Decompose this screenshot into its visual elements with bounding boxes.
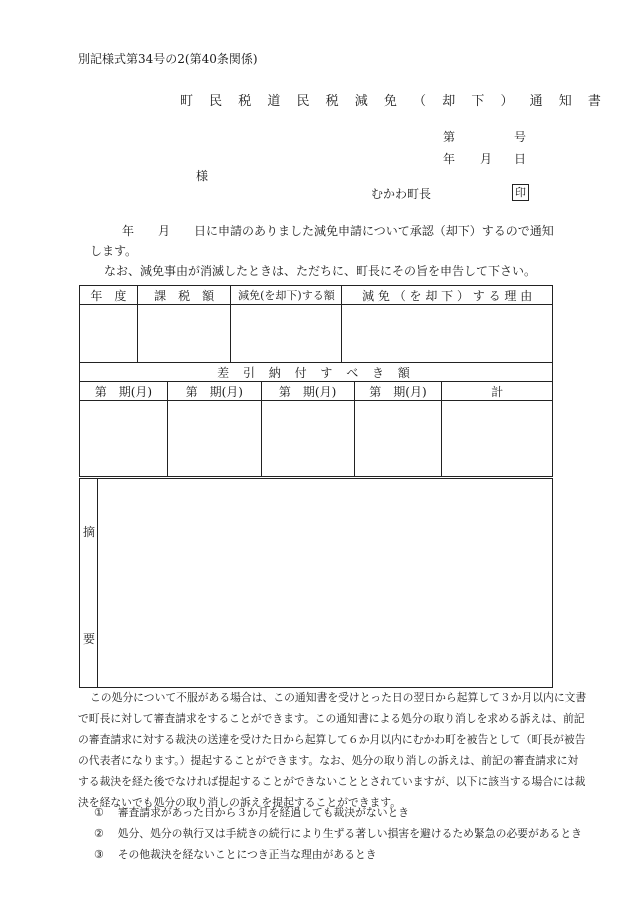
header-period-2: 第 期(月) bbox=[167, 382, 261, 401]
header-period-1: 第 期(月) bbox=[80, 382, 168, 401]
appeal-notice bbox=[78, 687, 586, 813]
item-mark: ③ bbox=[94, 848, 104, 861]
notice-line: する裁決を経た後でなければ提起することができないこととされていますが、以下に該当する場合には裁 bbox=[78, 775, 586, 788]
header-period-3: 第 期(月) bbox=[261, 382, 354, 401]
addressee-sama: 様 bbox=[196, 169, 209, 183]
cell-period-4[interactable] bbox=[354, 401, 442, 477]
cell-period-2[interactable] bbox=[167, 401, 261, 477]
notice-line: この処分について不服がある場合は、この通知書を受けとった日の翌日から起算して３か月以内に文書 bbox=[90, 691, 587, 704]
header-tax-amount: 課 税 額 bbox=[137, 286, 231, 305]
header-reduction-reason: 減 免 （ を 却 下 ） す る 理 由 bbox=[342, 286, 553, 305]
remarks-label-top: 摘 bbox=[83, 525, 96, 539]
header-fiscal-year: 年 度 bbox=[80, 286, 138, 305]
remarks-label bbox=[80, 479, 98, 688]
header-period-4: 第 期(月) bbox=[354, 382, 442, 401]
form-reference: 別記様式第34号の2(第40条関係) bbox=[78, 52, 258, 66]
header-reduction-amount: 減免(を却下)する額 bbox=[231, 286, 342, 305]
date-month: 月 bbox=[480, 152, 493, 166]
remarks-label-bottom: 要 bbox=[83, 632, 96, 646]
notice-line: の審査請求に対する裁決の送達を受けた日から起算して６か月以内にむかわ町を被告として（町長が被告 bbox=[78, 733, 586, 746]
issuer-name: むかわ町長 bbox=[371, 187, 432, 201]
body-line-1: 年 月 日に申請のありました減免申請について承認（却下）するので通知 bbox=[122, 224, 554, 238]
cell-tax-amount[interactable] bbox=[137, 305, 231, 363]
notice-line: の代表者になります。）提起することができます。なお、処分の取り消しの訴えは、前記の審査請求に対 bbox=[78, 754, 579, 767]
body-line-2: します。 bbox=[90, 244, 138, 258]
seal-mark: 印 bbox=[512, 184, 529, 201]
notice-line: 決を経ないでも処分の取り消しの訴えを提起することができます。 bbox=[78, 796, 402, 809]
payment-table-title: 差 引 納 付 す べ き 額 bbox=[80, 363, 553, 382]
notice-line: で町長に対して審査請求をすることができます。この通知書による処分の取り消しを求める訴えは、前記 bbox=[78, 712, 585, 725]
remarks-box bbox=[79, 478, 553, 688]
notice-item bbox=[94, 844, 582, 865]
header-total: 計 bbox=[442, 382, 553, 401]
cell-reduction-reason[interactable] bbox=[342, 305, 553, 363]
reduction-table bbox=[79, 285, 553, 363]
cell-fiscal-year[interactable] bbox=[80, 305, 138, 363]
body-line-3: なお、減免事由が消滅したときは、ただちに、町長にその旨を申告して下さい。 bbox=[104, 264, 537, 278]
item-text: 審査請求があった日から３か月を経過しても裁決がないとき bbox=[117, 806, 410, 819]
payment-table bbox=[79, 362, 553, 477]
number-go: 号 bbox=[514, 130, 527, 144]
item-mark: ② bbox=[94, 827, 104, 840]
remarks-content[interactable] bbox=[98, 479, 553, 688]
payment-row bbox=[80, 401, 553, 477]
item-text: その他裁決を経ないことにつき正当な理由があるとき bbox=[117, 848, 377, 861]
date-day: 日 bbox=[514, 152, 527, 166]
notice-item bbox=[94, 802, 582, 823]
page-title: 町 民 税 道 民 税 減 免 （ 却 下 ） 通 知 書 bbox=[180, 94, 607, 109]
item-mark: ① bbox=[94, 806, 104, 819]
cell-period-1[interactable] bbox=[80, 401, 168, 477]
notice-items bbox=[94, 802, 582, 865]
cell-total[interactable] bbox=[442, 401, 553, 477]
reduction-row bbox=[80, 305, 553, 363]
number-dai: 第 bbox=[443, 130, 456, 144]
notice-item bbox=[94, 823, 582, 844]
cell-reduction-amount[interactable] bbox=[231, 305, 342, 363]
item-text: 処分、処分の執行又は手続きの続行により生ずる著しい損害を避けるため緊急の必要があるとき bbox=[117, 827, 582, 840]
cell-period-3[interactable] bbox=[261, 401, 354, 477]
date-year: 年 bbox=[443, 152, 456, 166]
